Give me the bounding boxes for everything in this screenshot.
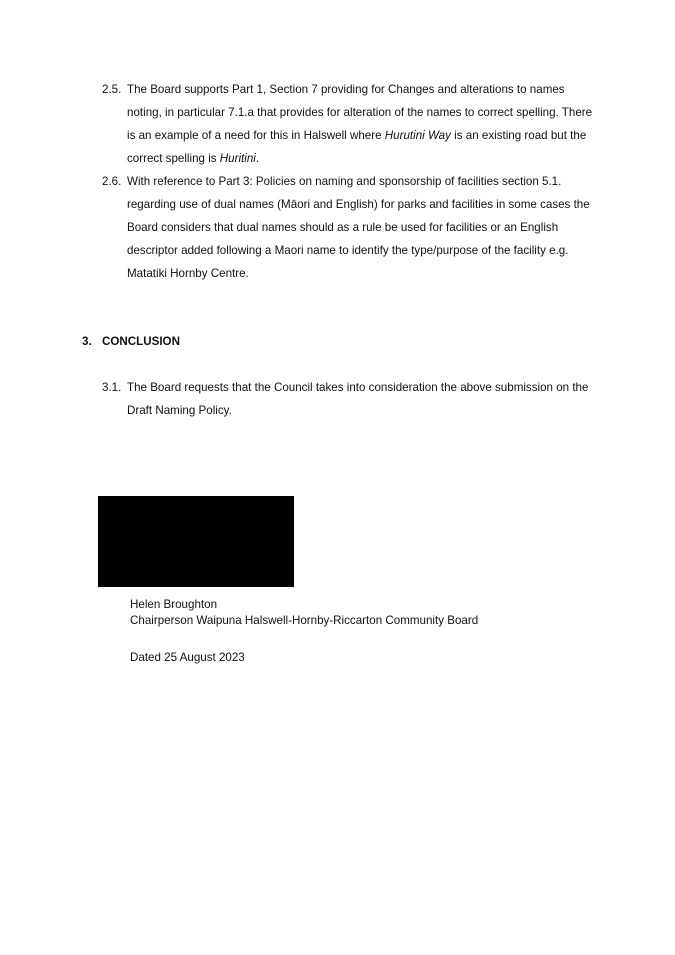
clause-2-6: [102, 170, 602, 285]
section-title: CONCLUSION: [102, 335, 180, 348]
road-name-incorrect: Hurutini Way: [384, 129, 451, 142]
clause-text-part: is an existing road but the correct spelling is: [127, 129, 587, 165]
clause-text: With reference to Part 3: Policies on naming and sponsorship of facilities section 5.1. regarding use of dual names (Māori and English) for parks and facilities in some cases the Board considers that dual names should as a rule be used for facilities or an English descriptor added following a Maori name to identify the type/purpose of the facility e.g. Matatiki Hornby Centre.: [127, 175, 590, 280]
road-name-correct: Huritini: [219, 152, 256, 165]
redacted-signature: [98, 496, 294, 587]
clause-number: 3.1.: [102, 381, 122, 394]
clause-number: 2.5.: [102, 83, 122, 96]
clause-text-part: The Board supports Part 1, Section 7 providing for Changes and alterations to names noting, in particular 7.1.a that provides for alteration of the names to correct spelling. There is an example of a need for this in Halswell where: [127, 83, 593, 142]
clause-number: 2.6.: [102, 175, 122, 188]
signed-date: Dated 25 August 2023: [130, 651, 245, 664]
signatory-name: Helen Broughton: [130, 598, 218, 611]
clause-2-5: [102, 78, 602, 170]
clause-text: The Board requests that the Council takes into consideration the above submission on the Draft Naming Policy.: [127, 381, 589, 417]
clause-text: [127, 78, 602, 170]
section-heading-conclusion: [82, 330, 180, 353]
clause-3-1: [102, 376, 602, 422]
signatory-role: Chairperson Waipuna Halswell-Hornby-Riccarton Community Board: [130, 614, 479, 627]
clause-text-part: .: [255, 152, 260, 165]
section-number: 3.: [82, 335, 92, 348]
